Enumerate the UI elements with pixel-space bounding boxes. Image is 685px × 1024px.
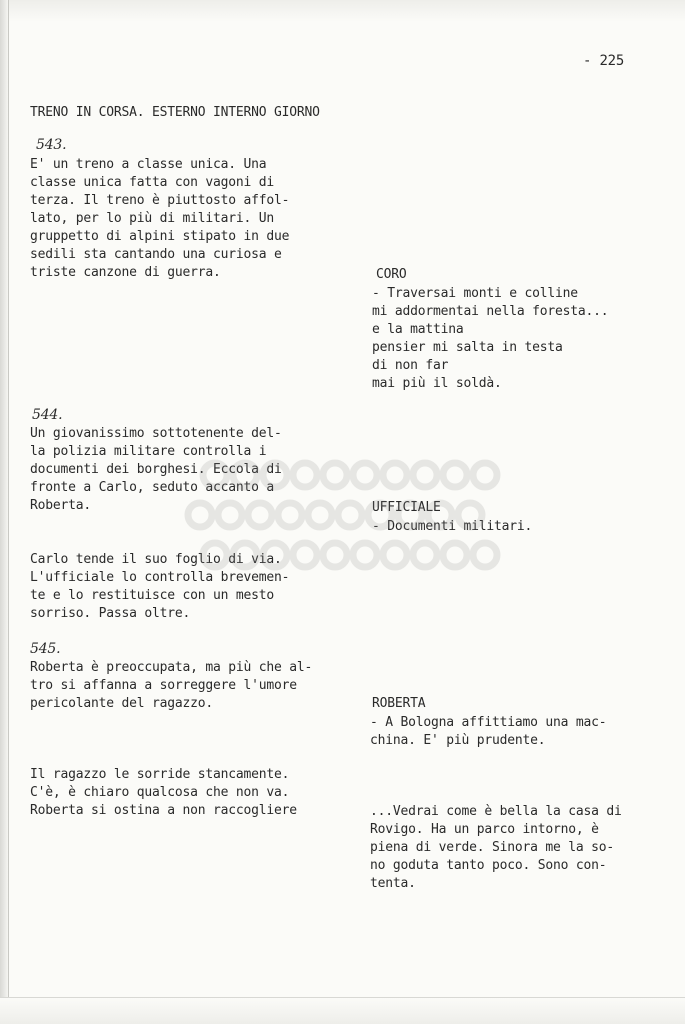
- speaker-roberta: ROBERTA: [372, 696, 426, 711]
- scene-544-action: Un giovanissimo sottotenente del- la polizia militare controlla i documenti dei borghesi. Eccola di fronte a Carlo, seduto accanto a Roberta.: [30, 426, 282, 513]
- scene-545-action-continued: Il ragazzo le sorride stancamente. C'è, è chiaro qualcosa che non va. Roberta si ostina a non raccogliere: [30, 767, 297, 818]
- page-number: - 225: [583, 53, 625, 69]
- scene-heading: TRENO IN CORSA. ESTERNO INTERNO GIORNO: [30, 105, 320, 120]
- scene-number-545: 545.: [30, 641, 61, 657]
- dialogue-coro: - Traversai monti e colline mi addormentai nella foresta... e la mattina pensier mi salta in testa di non far mai più il soldà.: [372, 286, 609, 391]
- page-top-edge: [0, 0, 685, 22]
- scene-545-action: Roberta è preoccupata, ma più che al- tro si affanna a sorreggere l'umore pericolante del ragazzo.: [30, 660, 313, 711]
- page-bottom-edge: [0, 997, 685, 1024]
- page-binding-edge: [0, 0, 9, 1024]
- scene-number-543: 543.: [36, 137, 67, 153]
- dialogue-roberta-1: - A Bologna affittiamo una mac- china. E' più prudente.: [370, 715, 607, 748]
- scene-544-action-continued: Carlo tende il suo foglio di via. L'ufficiale lo controlla brevemen- te e lo restituisce con un mesto sorriso. Passa oltre.: [30, 552, 290, 621]
- speaker-coro: CORO: [376, 267, 407, 282]
- speaker-ufficiale: UFFICIALE: [372, 500, 441, 515]
- watermark-stamp: [175, 450, 520, 580]
- dialogue-roberta-2: ...Vedrai come è bella la casa di Rovigo. Ha un parco intorno, è piena di verde. Sinora me la so- no goduta tanto poco. Sono con- tenta.: [370, 804, 622, 891]
- watermark-pattern-icon: [175, 450, 520, 580]
- scene-543-action: E' un treno a classe unica. Una classe unica fatta con vagoni di terza. Il treno è piuttosto affol- lato, per lo più di militari. Un gruppetto di alpini stipato in due sedili sta cantando una curiosa e triste canzone di guerra.: [30, 157, 290, 280]
- scene-number-544: 544.: [32, 407, 63, 423]
- dialogue-ufficiale: - Documenti militari.: [372, 519, 533, 534]
